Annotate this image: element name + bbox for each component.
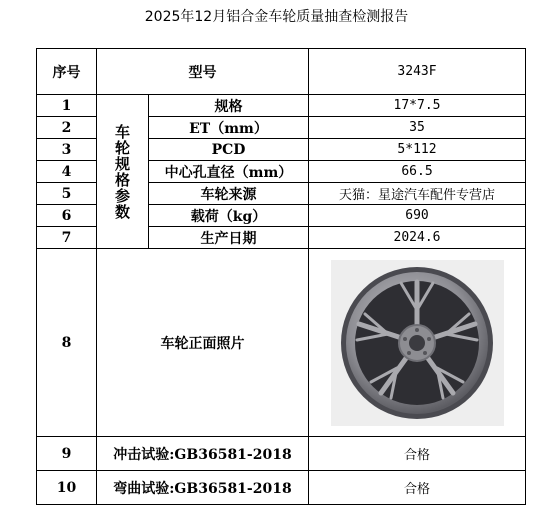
param-label: 中心孔直径（mm） bbox=[149, 161, 309, 183]
header-row bbox=[37, 49, 526, 95]
group-label-cell bbox=[97, 95, 149, 249]
group-label: 车轮规格参数 bbox=[114, 122, 130, 221]
param-value: 17*7.5 bbox=[309, 95, 526, 117]
param-value: 天猫：星途汽车配件专营店 bbox=[309, 183, 526, 205]
row-number: 5 bbox=[37, 183, 97, 205]
test-result: 合格 bbox=[309, 437, 526, 471]
row-number: 8 bbox=[37, 249, 97, 437]
param-label: 规格 bbox=[149, 95, 309, 117]
table-row bbox=[37, 437, 526, 471]
photo-row bbox=[37, 249, 526, 437]
row-number: 2 bbox=[37, 117, 97, 139]
table-row bbox=[37, 95, 526, 117]
param-label: 车轮来源 bbox=[149, 183, 309, 205]
row-number: 6 bbox=[37, 205, 97, 227]
test-result: 合格 bbox=[309, 471, 526, 505]
row-number: 9 bbox=[37, 437, 97, 471]
param-label: PCD bbox=[149, 139, 309, 161]
model-label: 型号 bbox=[97, 49, 309, 95]
row-number: 1 bbox=[37, 95, 97, 117]
test-label: 弯曲试验:GB36581-2018 bbox=[97, 471, 309, 505]
param-value: 5*112 bbox=[309, 139, 526, 161]
param-label: ET（mm） bbox=[149, 117, 309, 139]
model-value: 3243F bbox=[309, 49, 526, 95]
param-value: 2024.6 bbox=[309, 227, 526, 249]
seq-header: 序号 bbox=[37, 49, 97, 95]
report-title: 2025年12月铝合金车轮质量抽查检测报告 bbox=[144, 9, 409, 25]
param-label: 载荷（kg） bbox=[149, 205, 309, 227]
wheel-photo bbox=[331, 260, 504, 426]
row-number: 10 bbox=[37, 471, 97, 505]
row-number: 7 bbox=[37, 227, 97, 249]
report-table bbox=[36, 48, 526, 505]
row-number: 3 bbox=[37, 139, 97, 161]
row-number: 4 bbox=[37, 161, 97, 183]
photo-cell bbox=[309, 249, 526, 437]
table-row bbox=[37, 471, 526, 505]
param-value: 35 bbox=[309, 117, 526, 139]
param-label: 生产日期 bbox=[149, 227, 309, 249]
param-value: 66.5 bbox=[309, 161, 526, 183]
test-label: 冲击试验:GB36581-2018 bbox=[97, 437, 309, 471]
param-value: 690 bbox=[309, 205, 526, 227]
photo-label: 车轮正面照片 bbox=[97, 249, 309, 437]
